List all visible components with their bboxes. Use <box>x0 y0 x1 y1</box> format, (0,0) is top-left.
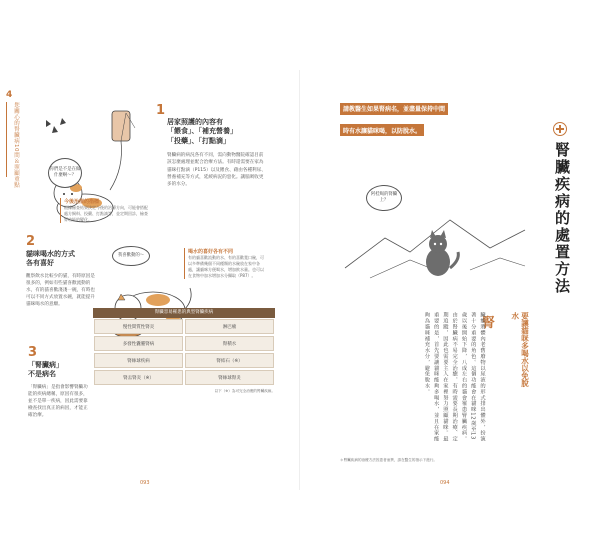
section-1-title-line-2: 「餵食」、「補充營養」 <box>167 127 237 136</box>
subtitle: 要讓貓咪多喝水以免脫水 <box>510 312 530 387</box>
table-cell: 慢性間質性腎炎 <box>94 319 183 334</box>
section-3-title-line-1: 「腎臟病」 <box>28 361 63 369</box>
section-3-body: 「腎臟病」是指會影響腎臟功能的疾病總稱，原因有很多，並不是單一疾病，因此需要靠檢查找出真正的病因，才能正確治療。 <box>28 384 88 419</box>
callout-drinking-preference <box>184 248 264 279</box>
banner-line-2: 時有水讓貓咪喝，以防脫水。 <box>340 124 424 136</box>
section-1-title-line-1: 居家照護的內容有 <box>167 118 223 126</box>
table-footnote: 以下（※）為可完全治癒的腎臟疾病。 <box>214 389 275 393</box>
page-number-right: 094 <box>440 480 450 486</box>
section-3-number: 3 <box>28 345 38 360</box>
kidney-disease-table <box>93 308 275 394</box>
section-2-number: 2 <box>26 234 36 249</box>
body-text: 臟能將體內老舊廢物以尿液的形式排出體外，扮演著十分重要的角色。這個功能會在貓咪12歲至13歲以後開始下降，八成左右的貓會罹患腎臟疾病。由於腎臟病不易完全治癒，有時需要長期治療、定期追蹤，因此也需要主人在家裡努力照顧貓咪。最重要的是，首先要讓貓咪能夠多喝水，並且在家能夠為貓咪補充水分，避免脫水。 <box>423 312 485 442</box>
callout-2-body: 有的貓喜歡流動的水、有的喜歡寬口碗，可以多準備幾個不同種類的水碗放在家中各處，讓貓咪方便喝水，增加飲水量。也可以在食物中加水增加水分攝取（P87）。 <box>188 255 264 278</box>
section-1-title-line-3: 「投藥」、「打點滴」 <box>167 136 230 145</box>
table-row <box>93 352 275 369</box>
table-cell: 腎結石（※） <box>185 353 274 368</box>
table-header: 腎臟容易罹患的典型腎臟疾病 <box>93 308 275 318</box>
section-1-body: 腎臟病的病況各有不同，需向動物醫院確認目前該怎麼處理並配合治療方法。有時還需要在家為貓咪打點滴（P115）以及餵食、藉由各種利尿、營養補充等方式，延緩病況的惡化。讓腦吸收更多的水分。 <box>167 153 266 187</box>
footnote: ＊腎臟疾病的治療方法因患者而異，請在醫生的指示下進行。 <box>340 458 438 462</box>
callout-treatment-indicator <box>60 198 148 223</box>
section-3-title-line-2: 不是病名 <box>28 370 56 379</box>
section-2-title-line-1: 貓咪喝水的方式 <box>26 250 75 258</box>
medical-cross-icon <box>553 122 567 136</box>
table-row <box>93 318 275 335</box>
callout-2-title: 喝水的喜好各有不同 <box>188 249 234 255</box>
table-row <box>93 335 275 352</box>
table-cell: 多發性囊腫腎病 <box>94 336 183 351</box>
cat-speech-bubble-1: 你們是不是在做什麼啊～？ <box>48 158 82 188</box>
callout-1-body: 根據檢查結果決定今後的治療方向，可能會搭配處方飼料、投藥、打點滴等，並定期回診，檢查腎功能的變化。 <box>64 205 148 222</box>
section-2-body: 觀察飲水比較少的貓，有時原因是很多的，例如有些貓喜歡流動的水，有的貓喜歡淺淺一碗，有時也可以不同方式放置水碗，就能提升貓咪喝水的意願。 <box>26 273 95 308</box>
callout-1-title: 今後治療的指標 <box>64 199 100 205</box>
table-cell: 腎絲球腎炎 <box>185 370 274 385</box>
cat-speech-bubble-2: 我喜歡動的～ <box>112 246 150 266</box>
page-title: 腎臟疾病的處置方法 <box>553 142 571 295</box>
cat-mountain-illustration <box>340 200 530 290</box>
drop-initial: 腎 <box>482 316 496 331</box>
table-cell: 腎積水 <box>185 336 274 351</box>
page-number-left: 093 <box>140 480 150 486</box>
left-page <box>0 60 300 500</box>
section-2-title-line-2: 各有喜好 <box>26 259 54 268</box>
intro-banner <box>340 96 470 139</box>
section-3 <box>28 346 88 419</box>
section-1-number: 1 <box>156 103 166 118</box>
section-2 <box>26 235 96 308</box>
page-title-block <box>540 122 580 382</box>
table-cell: 腎盂腎炎（※） <box>94 370 183 385</box>
table-cell: 淋巴瘤 <box>185 319 274 334</box>
banner-line-1: 請教醫生如果腎病名，並盡量保持中間 <box>340 103 448 115</box>
cat-speech-bubble-3: 阿桂喝的腎臟上？ <box>366 185 402 211</box>
right-page <box>300 60 600 500</box>
side-label: 您關心的腎臟病10問＆照顧重點 <box>13 102 19 188</box>
table-cell: 腎絲球疾病 <box>94 353 183 368</box>
table-row <box>93 369 275 386</box>
side-rule <box>6 102 7 177</box>
chapter-tab-number: 4 <box>6 90 13 100</box>
